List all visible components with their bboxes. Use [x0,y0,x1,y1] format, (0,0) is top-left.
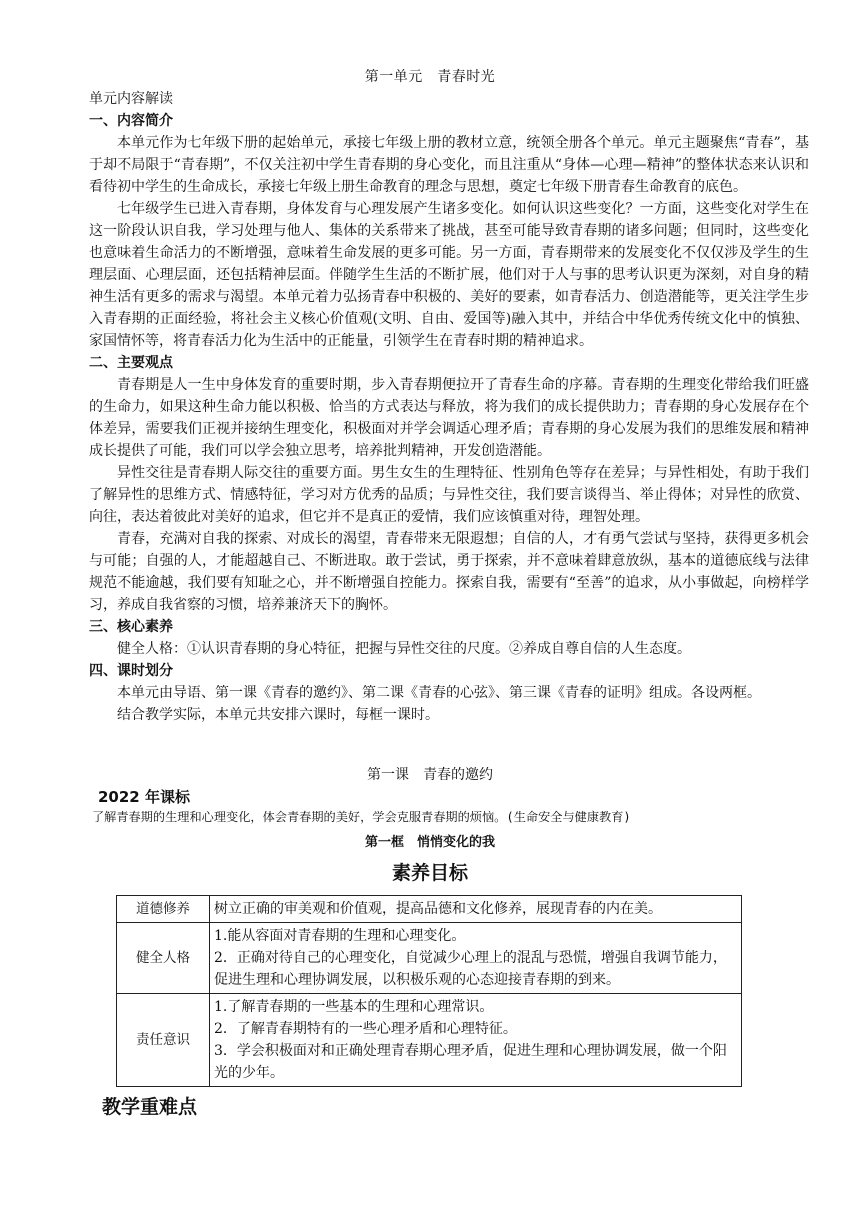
goal-cell [210,994,742,1087]
goal-item: 树立正确的审美观和价值观，提高品德和文化修养，展现青春的内在美。 [214,901,662,917]
goal-item: 1.能从容面对青春期的生理和心理变化。 [214,928,466,944]
paragraph: 青春期是人一生中身体发育的重要时期，步入青春期便拉开了青春生命的序幕。青春期的生理变化带给我们旺盛的生命力，如果这种生命力能以积极、恰当的方式表达与释放，将为我们的成长提供助力；青春期的身心发展存在个体差异，需要我们正视并接纳生理变化，积极面对并学会调适心理矛盾；青春期的身心发展为我们的思维发展和精神成长提供了可能，我们可以学会独立思考，培养批判精神，开发创造潜能。 [89,377,809,459]
goal-item: 3．学会积极面对和正确处理青春期心理矛盾，促进生理和心理协调发展，做一个阳光的少年。 [214,1043,727,1081]
paragraph: 本单元由导语、第一课《青春的邀约》、第二课《青春的心弦》、第三课《青春的证明》组成。各设两框。 [117,685,761,701]
table-row [117,896,742,923]
paragraph: 七年级学生已进入青春期，身体发育与心理发展产生诸多变化。如何认识这些变化？一方面，这些变化对学生在这一阶段认识自我，学习处理与他人、集体的关系带来了挑战，甚至可能导致青春期的诸多问题；但同时，这些变化也意味着生命活力的不断增强，意味着生命发展的更多可能。另一方面，青春期带来的发展变化不仅仅涉及学生的生理层面、心理层面，还包括精神层面。伴随学生生活的不断扩展，他们对于人与事的思考认识更为深刻，对自身的精神生活有更多的需求与渴望。本单元着力弘扬青春中积极的、美好的要素，如青春活力、创造潜能等，更关注学生步入青春期的正面经验，将社会主义核心价值观(文明、自由、爱国等)融入其中，并结合中华优秀传统文化中的慎独、家国情怀等，将青春活力化为生活中的正能量，引领学生在青春时期的精神追求。 [89,201,809,349]
goal-item: 2．了解青春期特有的一些心理矛盾和心理特征。 [214,1021,517,1037]
goal-category: 道德修养 [117,896,210,923]
table-row [117,994,742,1087]
key-points-title: 教学重难点 [102,1096,198,1118]
goals-table [116,895,742,1087]
goal-category: 责任意识 [117,994,210,1087]
goals-title: 素养目标 [391,862,468,884]
paragraph: 结合教学实际，本单元共安排六课时，每框一课时。 [117,707,439,723]
intro-heading: 单元内容解读 [89,91,173,107]
goal-cell [210,896,742,923]
paragraph: 本单元作为七年级下册的起始单元，承接七年级上册的教材立意，统领全册各个单元。单元主题聚焦“青春”，基于却不局限于“青春期”，不仅关注初中学生青春期的身心变化，而且注重从“身体—心理—精神”的整体状态来认识和看待初中学生的生命成长，承接七年级上册生命教育的理念与思想，奠定七年级下册青春生命教育的底色。 [89,135,809,195]
goal-item: 2．正确对待自己的心理变化，自觉减少心理上的混乱与恐慌，增强自我调节能力，促进生理和心理协调发展，以积极乐观的心态迎接青春期的到来。 [214,950,727,988]
paragraph: 健全人格：①认识青春期的身心特征，把握与异性交往的尺度。②养成自尊自信的人生态度。 [117,641,691,657]
section-heading-literacy: 三、核心素养 [89,619,173,635]
frame-title: 第一框 悄悄变化的我 [364,835,495,850]
section-heading-views: 二、主要观点 [89,355,173,371]
goal-cell [210,923,742,994]
unit-content [89,88,809,726]
paragraph: 青春，充满对自我的探索、对成长的渴望，青春带来无限遐想；自信的人，才有勇气尝试与坚持，获得更多机会与可能；自强的人，才能超越自己、不断进取。敢于尝试，勇于探索，并不意味着肆意放纵，基本的道德底线与法律规范不能逾越，我们要有知耻之心，并不断增强自控能力。探索自我，需要有“至善”的追求，从小事做起，向榜样学习，养成自我省察的习惯，培养兼济天下的胸怀。 [89,531,809,613]
goal-item: 1.了解青春期的一些基本的生理和心理常识。 [214,999,494,1015]
standard-title: 2022 年课标 [98,788,190,806]
lesson-title: 第一课 青春的邀约 [367,767,493,783]
table-row [117,923,742,994]
section-heading-intro: 一、内容简介 [89,113,173,129]
section-heading-schedule: 四、课时划分 [89,663,173,679]
standard-text: 了解青春期的生理和心理变化，体会青春期的美好，学会克服青春期的烦恼。(生命安全与健康教育) [92,810,631,824]
goal-category: 健全人格 [117,923,210,994]
paragraph: 异性交往是青春期人际交往的重要方面。男生女生的生理特征、性别角色等存在差异；与异性相处，有助于我们了解异性的思维方式、情感特征，学习对方优秀的品质；与异性交往，我们要言谈得当、举止得体；对异性的欣赏、向往，表达着彼此对美好的追求，但它并不是真正的爱情，我们应该慎重对待，理智处理。 [89,465,809,525]
unit-title: 第一单元 青春时光 [364,69,496,85]
